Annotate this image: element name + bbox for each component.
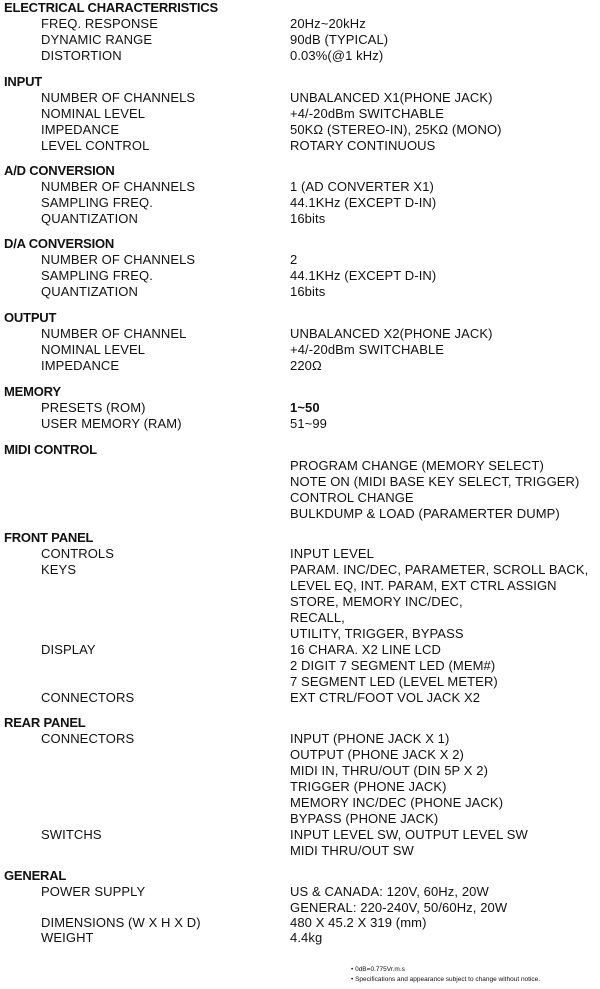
spec-value: ROTARY CONTINUOUS: [290, 138, 436, 153]
footnote-line: • 0dB=0.775Vr.m.s: [351, 966, 405, 973]
spec-label: SAMPLING FREQ.: [41, 268, 153, 283]
spec-value: EXT CTRL/FOOT VOL JACK X2: [290, 690, 481, 705]
spec-label: DIMENSIONS (W X H X D): [41, 915, 201, 930]
spec-label: NUMBER OF CHANNELS: [41, 252, 196, 267]
spec-label: IMPEDANCE: [41, 122, 120, 137]
spec-value: 1~50: [290, 400, 320, 415]
spec-label: CONTROLS: [41, 546, 115, 561]
section-title-output: OUTPUT: [4, 310, 57, 325]
spec-value: BULKDUMP & LOAD (PARAMERTER DUMP): [290, 506, 560, 521]
spec-value: 16 CHARA. X2 LINE LCD: [290, 642, 441, 657]
spec-value: 44.1KHz (EXCEPT D-IN): [290, 268, 437, 283]
section-title-front-panel: FRONT PANEL: [4, 530, 94, 545]
spec-value: BYPASS (PHONE JACK): [290, 811, 439, 826]
section-title-general: GENERAL: [4, 868, 67, 883]
spec-value: TRIGGER (PHONE JACK): [290, 779, 447, 794]
spec-label: LEVEL CONTROL: [41, 138, 150, 153]
spec-value: 2: [290, 252, 298, 267]
spec-value: +4/-20dBm SWITCHABLE: [290, 342, 445, 357]
spec-label: DISTORTION: [41, 48, 122, 63]
spec-value: MEMORY INC/DEC (PHONE JACK): [290, 795, 504, 810]
spec-label: WEIGHT: [41, 930, 94, 945]
spec-label: PRESETS (ROM): [41, 400, 146, 415]
spec-value: INPUT (PHONE JACK X 1): [290, 731, 450, 746]
spec-label: NOMINAL LEVEL: [41, 106, 146, 121]
spec-label: DYNAMIC RANGE: [41, 32, 153, 47]
spec-value: INPUT LEVEL: [290, 546, 374, 561]
spec-value: LEVEL EQ, INT. PARAM, EXT CTRL ASSIGN: [290, 578, 557, 593]
spec-value: 0.03%(@1 kHz): [290, 48, 384, 63]
spec-value: INPUT LEVEL SW, OUTPUT LEVEL SW: [290, 827, 528, 842]
spec-value: OUTPUT (PHONE JACK X 2): [290, 747, 464, 762]
spec-label: CONNECTORS: [41, 690, 135, 705]
spec-value: 4.4kg: [290, 930, 323, 945]
spec-value: UNBALANCED X1(PHONE JACK): [290, 90, 493, 105]
section-title-memory: MEMORY: [4, 384, 61, 399]
spec-label: FREQ. RESPONSE: [41, 16, 158, 31]
footnote-line: • Specifications and appearance subject to change without notice.: [351, 976, 541, 983]
spec-value: MIDI THRU/OUT SW: [290, 843, 414, 858]
spec-value: 50KΩ (STEREO-IN), 25KΩ (MONO): [290, 122, 502, 137]
spec-label: NOMINAL LEVEL: [41, 342, 146, 357]
spec-value: CONTROL CHANGE: [290, 490, 414, 505]
spec-value: +4/-20dBm SWITCHABLE: [290, 106, 445, 121]
spec-value: US & CANADA: 120V, 60Hz, 20W: [290, 884, 489, 899]
spec-label: IMPEDANCE: [41, 358, 120, 373]
spec-value: 20Hz~20kHz: [290, 16, 366, 31]
section-title-ad: A/D CONVERSION: [4, 163, 115, 178]
spec-value: 7 SEGMENT LED (LEVEL METER): [290, 674, 498, 689]
section-title-rear-panel: REAR PANEL: [4, 715, 86, 730]
spec-label: QUANTIZATION: [41, 284, 139, 299]
spec-label: NUMBER OF CHANNELS: [41, 90, 196, 105]
spec-value: 90dB (TYPICAL): [290, 32, 389, 47]
spec-value: STORE, MEMORY INC/DEC,: [290, 594, 463, 609]
spec-value: 16bits: [290, 284, 326, 299]
spec-label: DISPLAY: [41, 642, 96, 657]
spec-value: 480 X 45.2 X 319 (mm): [290, 915, 427, 930]
spec-value: 51~99: [290, 416, 328, 431]
spec-value: 1 (AD CONVERTER X1): [290, 179, 434, 194]
spec-value: PARAM. INC/DEC, PARAMETER, SCROLL BACK,: [290, 562, 589, 577]
spec-label: NUMBER OF CHANNEL: [41, 326, 187, 341]
spec-value: RECALL,: [290, 610, 345, 625]
section-title-electrical: ELECTRICAL CHARACTERRISTICS: [4, 0, 218, 15]
spec-value: 16bits: [290, 211, 326, 226]
spec-value: NOTE ON (MIDI BASE KEY SELECT, TRIGGER): [290, 474, 580, 489]
spec-label: NUMBER OF CHANNELS: [41, 179, 196, 194]
spec-value: UTILITY, TRIGGER, BYPASS: [290, 626, 464, 641]
spec-value: GENERAL: 220-240V, 50/60Hz, 20W: [290, 900, 508, 915]
spec-label: POWER SUPPLY: [41, 884, 146, 899]
section-title-da: D/A CONVERSION: [4, 236, 115, 251]
spec-value: 2 DIGIT 7 SEGMENT LED (MEM#): [290, 658, 496, 673]
spec-value: 44.1KHz (EXCEPT D-IN): [290, 195, 437, 210]
spec-label: SAMPLING FREQ.: [41, 195, 153, 210]
spec-label: KEYS: [41, 562, 77, 577]
section-title-input: INPUT: [4, 74, 43, 89]
spec-label: USER MEMORY (RAM): [41, 416, 182, 431]
spec-value: MIDI IN, THRU/OUT (DIN 5P X 2): [290, 763, 489, 778]
section-title-midi: MIDI CONTROL: [4, 442, 97, 457]
spec-label: CONNECTORS: [41, 731, 135, 746]
spec-value: 220Ω: [290, 358, 322, 373]
spec-value: PROGRAM CHANGE (MEMORY SELECT): [290, 458, 544, 473]
spec-label: SWITCHS: [41, 827, 102, 842]
spec-value: UNBALANCED X2(PHONE JACK): [290, 326, 493, 341]
spec-label: QUANTIZATION: [41, 211, 139, 226]
